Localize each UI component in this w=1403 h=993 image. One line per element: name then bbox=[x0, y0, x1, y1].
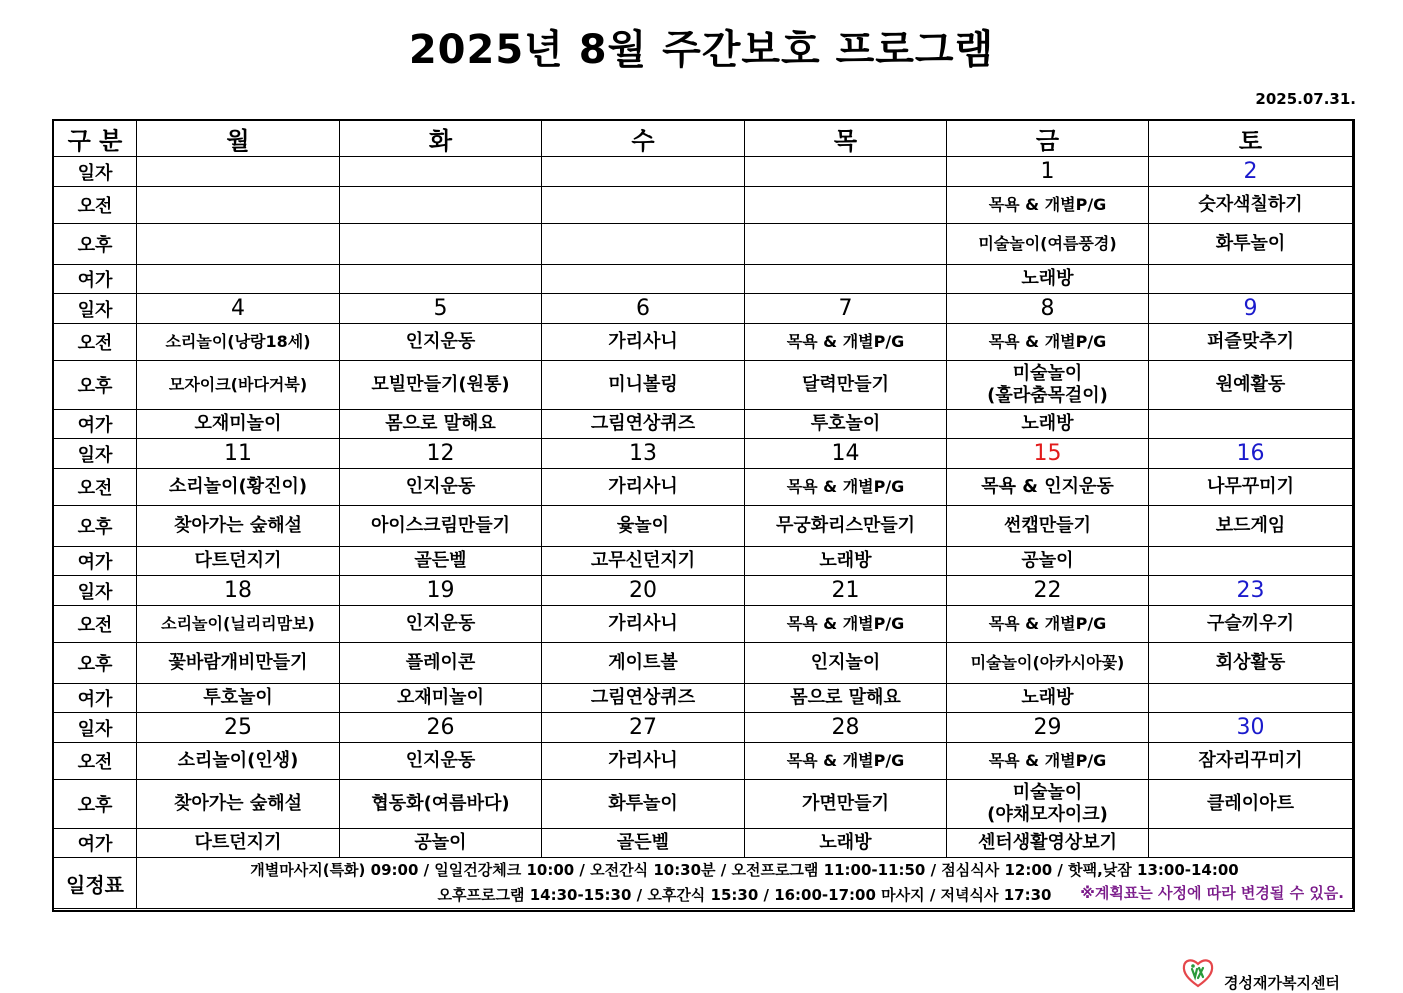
am-activity-sat: 나무꾸미기 bbox=[1149, 469, 1353, 506]
week-5-am-row bbox=[54, 743, 1353, 780]
week-5-pm-row bbox=[54, 780, 1353, 829]
row-label-am: 오전 bbox=[54, 606, 137, 643]
am-activity-fri: 목욕 & 인지운동 bbox=[947, 469, 1149, 506]
pm-activity-wed: 게이트볼 bbox=[542, 643, 745, 684]
free-activity-wed: 그림연상퀴즈 bbox=[542, 410, 745, 439]
row-label-pm: 오후 bbox=[54, 506, 137, 547]
row-label-day: 일자 bbox=[54, 157, 137, 187]
am-activity-wed bbox=[542, 187, 745, 224]
free-activity-fri: 노래방 bbox=[947, 410, 1149, 439]
am-activity-fri: 목욕 & 개별P/G bbox=[947, 606, 1149, 643]
free-activity-fri: 노래방 bbox=[947, 684, 1149, 713]
date-cell-sat: 9 bbox=[1149, 294, 1353, 324]
date-cell-mon: 11 bbox=[137, 439, 340, 469]
pm-activity-wed: 미니볼링 bbox=[542, 361, 745, 410]
header-day-fri: 금 bbox=[947, 121, 1149, 157]
date-cell-wed: 6 bbox=[542, 294, 745, 324]
pm-activity-sat: 원예활동 bbox=[1149, 361, 1353, 410]
week-2-day-row bbox=[54, 294, 1353, 324]
pm-activity-mon bbox=[137, 224, 340, 265]
free-activity-mon: 오재미놀이 bbox=[137, 410, 340, 439]
free-activity-thu bbox=[745, 265, 947, 294]
free-activity-wed bbox=[542, 265, 745, 294]
pm-activity-mon: 찾아가는 숲해설 bbox=[137, 506, 340, 547]
free-activity-tue: 골든벨 bbox=[340, 547, 542, 576]
organization-name: 경성재가복지센터 bbox=[1224, 974, 1340, 992]
week-3-pm-row bbox=[54, 506, 1353, 547]
free-activity-fri: 공놀이 bbox=[947, 547, 1149, 576]
date-cell-thu: 21 bbox=[745, 576, 947, 606]
free-activity-tue: 오재미놀이 bbox=[340, 684, 542, 713]
row-label-free: 여가 bbox=[54, 829, 137, 858]
free-activity-sat bbox=[1149, 265, 1353, 294]
free-activity-sat bbox=[1149, 829, 1353, 858]
free-activity-tue bbox=[340, 265, 542, 294]
am-activity-wed: 가리사니 bbox=[542, 324, 745, 361]
pm-activity-wed: 윷놀이 bbox=[542, 506, 745, 547]
date-cell-tue: 5 bbox=[340, 294, 542, 324]
header-day-tue: 화 bbox=[340, 121, 542, 157]
free-activity-sat bbox=[1149, 410, 1353, 439]
date-cell-tue: 12 bbox=[340, 439, 542, 469]
pm-activity-tue: 플레이콘 bbox=[340, 643, 542, 684]
row-label-pm: 오후 bbox=[54, 780, 137, 829]
daily-schedule-row bbox=[54, 858, 1353, 909]
pm-activity-sat: 보드게임 bbox=[1149, 506, 1353, 547]
date-cell-wed: 13 bbox=[542, 439, 745, 469]
am-activity-fri: 목욕 & 개별P/G bbox=[947, 324, 1149, 361]
free-activity-fri: 센터생활영상보기 bbox=[947, 829, 1149, 858]
header-day-mon: 월 bbox=[137, 121, 340, 157]
date-cell-thu bbox=[745, 157, 947, 187]
am-activity-tue: 인지운동 bbox=[340, 469, 542, 506]
row-label-free: 여가 bbox=[54, 265, 137, 294]
schedule-line-2: 오후프로그램 14:30-15:30 / 오후간식 15:30 / 16:00-17:00 마사지 / 저녁식사 17:30 bbox=[437, 886, 1052, 904]
page-title: 2025년 8월 주간보호 프로그램 bbox=[408, 27, 995, 73]
date-cell-mon: 18 bbox=[137, 576, 340, 606]
pm-activity-tue: 모빌만들기(원통) bbox=[340, 361, 542, 410]
date-cell-fri: 1 bbox=[947, 157, 1149, 187]
week-5-free-row bbox=[54, 829, 1353, 858]
date-cell-fri: 22 bbox=[947, 576, 1149, 606]
am-activity-wed: 가리사니 bbox=[542, 606, 745, 643]
row-label-am: 오전 bbox=[54, 324, 137, 361]
am-activity-fri: 목욕 & 개별P/G bbox=[947, 187, 1149, 224]
weekly-program-table bbox=[53, 120, 1353, 909]
date-cell-sat: 16 bbox=[1149, 439, 1353, 469]
row-label-schedule: 일정표 bbox=[54, 858, 137, 909]
week-4-day-row bbox=[54, 576, 1353, 606]
am-activity-tue bbox=[340, 187, 542, 224]
am-activity-thu: 목욕 & 개별P/G bbox=[745, 743, 947, 780]
row-label-day: 일자 bbox=[54, 576, 137, 606]
schedule-note: ※계획표는 사정에 따라 변경될 수 있음. bbox=[1080, 884, 1344, 902]
daily-schedule-cell bbox=[137, 858, 1353, 909]
row-label-free: 여가 bbox=[54, 547, 137, 576]
week-3-free-row bbox=[54, 547, 1353, 576]
header-day-thu: 목 bbox=[745, 121, 947, 157]
pm-activity-fri: 썬캡만들기 bbox=[947, 506, 1149, 547]
pm-activity-tue: 협동화(여름바다) bbox=[340, 780, 542, 829]
am-activity-tue: 인지운동 bbox=[340, 606, 542, 643]
week-5-day-row bbox=[54, 713, 1353, 743]
header-day-sat: 토 bbox=[1149, 121, 1353, 157]
header-row bbox=[54, 121, 1353, 157]
week-4-free-row bbox=[54, 684, 1353, 713]
date-cell-fri: 29 bbox=[947, 713, 1149, 743]
am-activity-sat: 구슬끼우기 bbox=[1149, 606, 1353, 643]
row-label-pm: 오후 bbox=[54, 361, 137, 410]
pm-activity-fri: 미술놀이 (훌라춤목걸이) bbox=[947, 361, 1149, 410]
pm-activity-fri: 미술놀이 (야채모자이크) bbox=[947, 780, 1149, 829]
free-activity-mon bbox=[137, 265, 340, 294]
schedule-line-1: 개별마사지(특화) 09:00 / 일일건강체크 10:00 / 오전간식 10:30분 / 오전프로그램 11:00-11:50 / 점심식사 12:00 / 핫팩,낮잠 13:00-14:00 bbox=[250, 861, 1239, 879]
date-cell-fri: 8 bbox=[947, 294, 1149, 324]
date-cell-wed bbox=[542, 157, 745, 187]
pm-activity-thu: 가면만들기 bbox=[745, 780, 947, 829]
date-cell-tue: 26 bbox=[340, 713, 542, 743]
row-label-am: 오전 bbox=[54, 187, 137, 224]
row-label-am: 오전 bbox=[54, 743, 137, 780]
row-label-day: 일자 bbox=[54, 713, 137, 743]
date-cell-wed: 20 bbox=[542, 576, 745, 606]
date-cell-sat: 2 bbox=[1149, 157, 1353, 187]
row-label-am: 오전 bbox=[54, 469, 137, 506]
week-2-am-row bbox=[54, 324, 1353, 361]
date-cell-mon: 25 bbox=[137, 713, 340, 743]
pm-activity-fri: 미술놀이(아카시아꽃) bbox=[947, 643, 1149, 684]
am-activity-thu: 목욕 & 개별P/G bbox=[745, 606, 947, 643]
row-label-day: 일자 bbox=[54, 439, 137, 469]
pm-activity-sat: 회상활동 bbox=[1149, 643, 1353, 684]
pm-activity-mon: 모자이크(바다거북) bbox=[137, 361, 340, 410]
pm-activity-mon: 꽃바람개비만들기 bbox=[137, 643, 340, 684]
free-activity-wed: 그림연상퀴즈 bbox=[542, 684, 745, 713]
date-cell-fri: 15 bbox=[947, 439, 1149, 469]
pm-activity-thu: 무궁화리스만들기 bbox=[745, 506, 947, 547]
row-label-pm: 오후 bbox=[54, 224, 137, 265]
pm-activity-tue bbox=[340, 224, 542, 265]
am-activity-sat: 잠자리꾸미기 bbox=[1149, 743, 1353, 780]
pm-activity-tue: 아이스크림만들기 bbox=[340, 506, 542, 547]
row-label-day: 일자 bbox=[54, 294, 137, 324]
am-activity-tue: 인지운동 bbox=[340, 743, 542, 780]
free-activity-mon: 다트던지기 bbox=[137, 829, 340, 858]
week-2-free-row bbox=[54, 410, 1353, 439]
pm-activity-wed: 화투놀이 bbox=[542, 780, 745, 829]
center-logo-icon bbox=[1180, 955, 1216, 991]
am-activity-wed: 가리사니 bbox=[542, 469, 745, 506]
week-2-pm-row bbox=[54, 361, 1353, 410]
header-label: 구 분 bbox=[54, 121, 137, 157]
pm-activity-thu bbox=[745, 224, 947, 265]
am-activity-mon: 소리놀이(인생) bbox=[137, 743, 340, 780]
am-activity-thu: 목욕 & 개별P/G bbox=[745, 324, 947, 361]
week-1-free-row bbox=[54, 265, 1353, 294]
row-label-pm: 오후 bbox=[54, 643, 137, 684]
free-activity-thu: 노래방 bbox=[745, 829, 947, 858]
am-activity-mon: 소리놀이(낭랑18세) bbox=[137, 324, 340, 361]
date-cell-sat: 30 bbox=[1149, 713, 1353, 743]
am-activity-sat: 숫자색칠하기 bbox=[1149, 187, 1353, 224]
free-activity-tue: 몸으로 말해요 bbox=[340, 410, 542, 439]
am-activity-tue: 인지운동 bbox=[340, 324, 542, 361]
week-3-day-row bbox=[54, 439, 1353, 469]
week-1-pm-row bbox=[54, 224, 1353, 265]
date-cell-sat: 23 bbox=[1149, 576, 1353, 606]
free-activity-fri: 노래방 bbox=[947, 265, 1149, 294]
pm-activity-fri: 미술놀이(여름풍경) bbox=[947, 224, 1149, 265]
am-activity-sat: 퍼즐맞추기 bbox=[1149, 324, 1353, 361]
issue-date: 2025.07.31. bbox=[1255, 90, 1356, 108]
row-label-free: 여가 bbox=[54, 410, 137, 439]
pm-activity-sat: 클레이아트 bbox=[1149, 780, 1353, 829]
date-cell-thu: 28 bbox=[745, 713, 947, 743]
pm-activity-mon: 찾아가는 숲해설 bbox=[137, 780, 340, 829]
date-cell-tue: 19 bbox=[340, 576, 542, 606]
pm-activity-sat: 화투놀이 bbox=[1149, 224, 1353, 265]
free-activity-mon: 투호놀이 bbox=[137, 684, 340, 713]
date-cell-thu: 14 bbox=[745, 439, 947, 469]
week-1-day-row bbox=[54, 157, 1353, 187]
date-cell-mon: 4 bbox=[137, 294, 340, 324]
pm-activity-thu: 달력만들기 bbox=[745, 361, 947, 410]
week-4-am-row bbox=[54, 606, 1353, 643]
am-activity-mon: 소리놀이(닐리리맘보) bbox=[137, 606, 340, 643]
week-4-pm-row bbox=[54, 643, 1353, 684]
pm-activity-wed bbox=[542, 224, 745, 265]
am-activity-fri: 목욕 & 개별P/G bbox=[947, 743, 1149, 780]
free-activity-wed: 고무신던지기 bbox=[542, 547, 745, 576]
free-activity-sat bbox=[1149, 547, 1353, 576]
date-cell-tue bbox=[340, 157, 542, 187]
free-activity-thu: 노래방 bbox=[745, 547, 947, 576]
free-activity-wed: 골든벨 bbox=[542, 829, 745, 858]
date-cell-wed: 27 bbox=[542, 713, 745, 743]
free-activity-mon: 다트던지기 bbox=[137, 547, 340, 576]
free-activity-thu: 몸으로 말해요 bbox=[745, 684, 947, 713]
date-cell-thu: 7 bbox=[745, 294, 947, 324]
row-label-free: 여가 bbox=[54, 684, 137, 713]
am-activity-mon bbox=[137, 187, 340, 224]
am-activity-mon: 소리놀이(황진이) bbox=[137, 469, 340, 506]
pm-activity-thu: 인지놀이 bbox=[745, 643, 947, 684]
am-activity-thu: 목욕 & 개별P/G bbox=[745, 469, 947, 506]
date-cell-mon bbox=[137, 157, 340, 187]
free-activity-sat bbox=[1149, 684, 1353, 713]
week-1-am-row bbox=[54, 187, 1353, 224]
week-3-am-row bbox=[54, 469, 1353, 506]
free-activity-tue: 공놀이 bbox=[340, 829, 542, 858]
am-activity-thu bbox=[745, 187, 947, 224]
free-activity-thu: 투호놀이 bbox=[745, 410, 947, 439]
header-day-wed: 수 bbox=[542, 121, 745, 157]
am-activity-wed: 가리사니 bbox=[542, 743, 745, 780]
